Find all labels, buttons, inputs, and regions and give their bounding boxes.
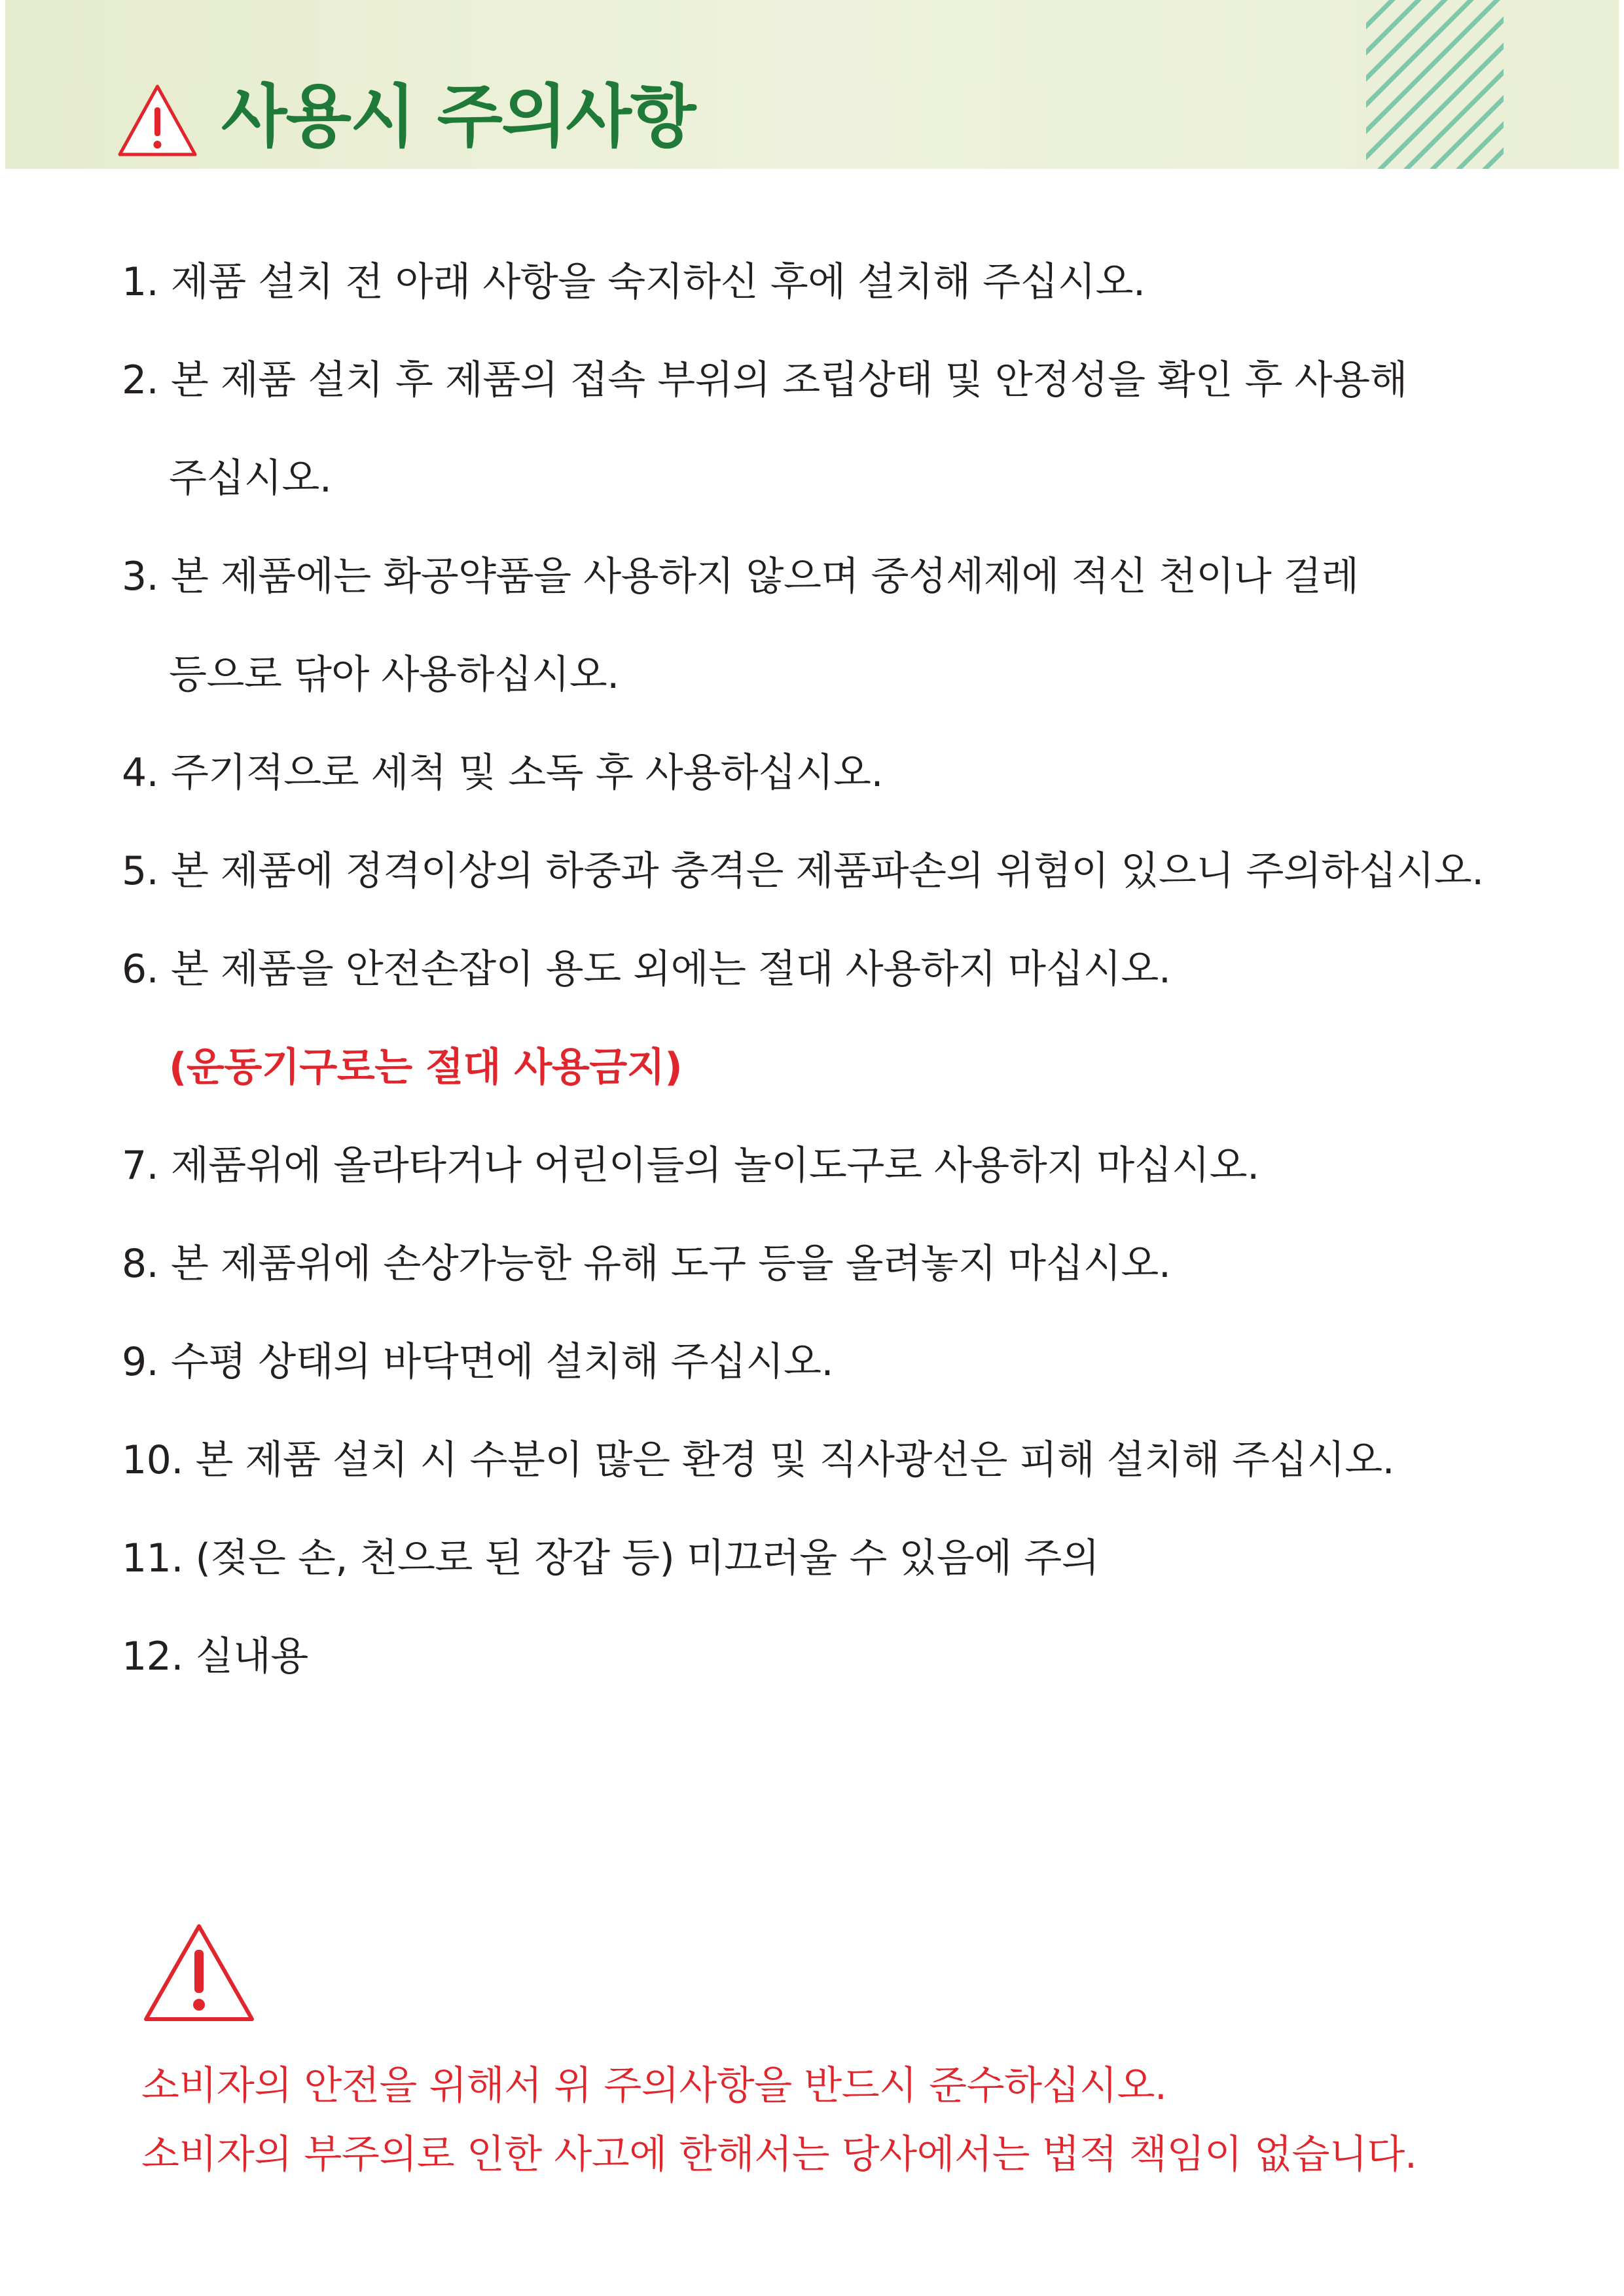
list-item: 3. 본 제품에는 화공약품을 사용하지 않으며 중성세제에 적신 천이나 걸레 — [122, 554, 1359, 600]
list-item: 11. (젖은 손, 천으로 된 장갑 등) 미끄러울 수 있음에 주의 — [122, 1535, 1100, 1581]
list-item: 5. 본 제품에 정격이상의 하중과 충격은 제품파손의 위험이 있으니 주의하십시오. — [122, 848, 1484, 894]
list-item: 2. 본 제품 설치 후 제품의 접속 부위의 조립상태 및 안정성을 확인 후 사용해 — [122, 357, 1408, 403]
highlighted-warning: (운동기구로는 절대 사용금지) — [169, 1045, 683, 1090]
list-item: 4. 주기적으로 세척 및 소독 후 사용하십시오. — [122, 750, 884, 796]
notice-line-2: 소비자의 부주의로 인한 사고에 한해서는 당사에서는 법적 책임이 없습니다. — [141, 2132, 1417, 2178]
list-item: 10. 본 제품 설치 시 수분이 많은 환경 및 직사광선은 피해 설치해 주십시오. — [122, 1437, 1395, 1483]
list-item: 1. 제품 설치 전 아래 사항을 숙지하신 후에 설치해 주십시오. — [122, 259, 1146, 305]
list-item: 7. 제품위에 올라타거나 어린이들의 놀이도구로 사용하지 마십시오. — [122, 1143, 1259, 1189]
notice-line-1: 소비자의 안전을 위해서 위 주의사항을 반드시 준수하십시오. — [141, 2063, 1167, 2109]
list-item: 9. 수평 상태의 바닥면에 설치해 주십시오. — [122, 1339, 834, 1385]
list-item: 6. 본 제품을 안전손잡이 용도 외에는 절대 사용하지 마십시오. — [122, 946, 1171, 992]
list-item-continuation: 등으로 닦아 사용하십시오. — [169, 652, 619, 698]
list-item: 8. 본 제품위에 손상가능한 유해 도구 등을 올려놓지 마십시오. — [122, 1241, 1171, 1287]
diagonal-stripes-decoration — [1366, 0, 1504, 169]
warning-triangle-icon — [116, 82, 199, 158]
list-item-continuation: 주십시오. — [169, 456, 332, 501]
list-item: 12. 실내용 — [122, 1634, 308, 1679]
warning-triangle-icon — [141, 1921, 257, 2026]
page-title: 사용시 주의사항 — [221, 77, 695, 156]
